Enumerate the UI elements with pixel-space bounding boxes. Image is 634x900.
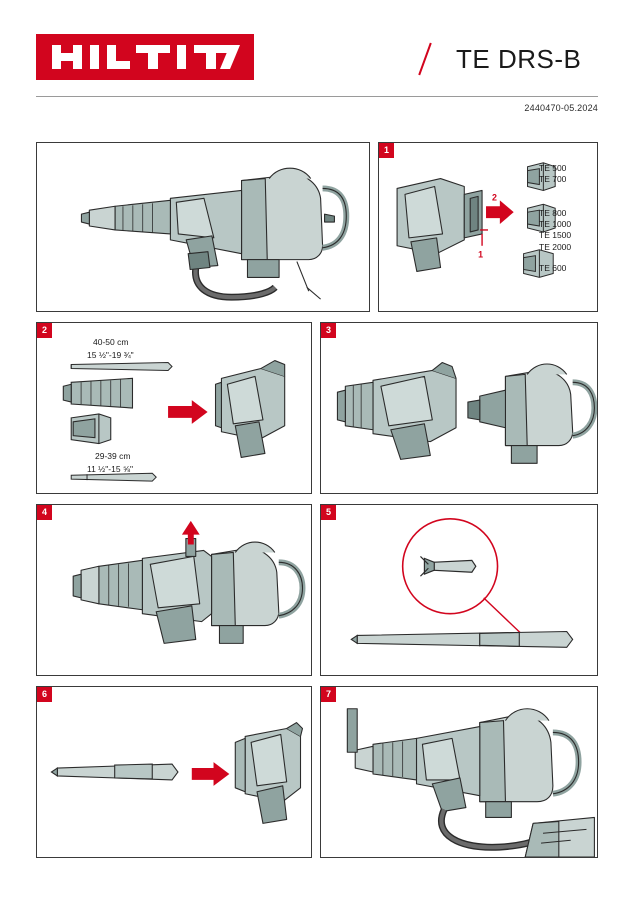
model-item: TE 1000: [539, 219, 572, 230]
step-3-illustration: [321, 323, 597, 493]
step-badge-3: 3: [321, 323, 336, 338]
title-separator-slash: [418, 43, 432, 76]
overview-illustration: [37, 143, 369, 311]
panel-step-7: [320, 686, 598, 858]
step-badge-2: 2: [37, 323, 52, 338]
document-number: 2440470-05.2024: [524, 103, 598, 113]
step-badge-5: 5: [321, 505, 336, 520]
measure-bottom-metric: 29-39 cm: [95, 451, 131, 461]
hilti-logo-wordmark: [36, 34, 254, 80]
model-group-2: [539, 208, 571, 253]
step-badge-1: 1: [379, 143, 394, 158]
model-item: TE 500: [539, 163, 567, 173]
model-item: TE 800: [539, 208, 567, 218]
hilti-logo: [36, 34, 254, 80]
model-item: TE 600: [539, 263, 567, 273]
step-5-illustration: [321, 505, 597, 675]
panel-step-4: [36, 504, 312, 676]
measure-top-metric: 40-50 cm: [93, 337, 129, 347]
step-badge-4: 4: [37, 505, 52, 520]
step-badge-7: 7: [321, 687, 336, 702]
panel-step-6: [36, 686, 312, 858]
detail-leader-line: [484, 598, 526, 638]
measure-top-imperial: 15 ½"-19 ¾": [87, 350, 134, 360]
model-group-1: [539, 163, 566, 185]
step-4-illustration: [37, 505, 311, 675]
product-title: TE DRS-B: [456, 44, 582, 74]
callout-1-label: 1: [478, 249, 484, 260]
step-7-illustration: [321, 687, 597, 857]
step-6-illustration: [37, 687, 311, 857]
model-item: TE 2000: [539, 241, 572, 252]
model-group-3: [539, 263, 566, 274]
panel-step-2: [36, 322, 312, 494]
model-item: TE 700: [539, 174, 567, 185]
page-header: [0, 0, 634, 120]
callout-2-label: 2: [491, 192, 497, 203]
panel-step-5: [320, 504, 598, 676]
model-item: TE 1500: [539, 230, 572, 241]
panel-step-1: [378, 142, 598, 312]
header-divider: [36, 96, 598, 97]
step-badge-6: 6: [37, 687, 52, 702]
step-2-illustration: [37, 323, 311, 493]
panel-overview: [36, 142, 370, 312]
panel-step-3: [320, 322, 598, 494]
measure-bottom-imperial: 11 ½"-15 ⅝": [87, 464, 134, 474]
